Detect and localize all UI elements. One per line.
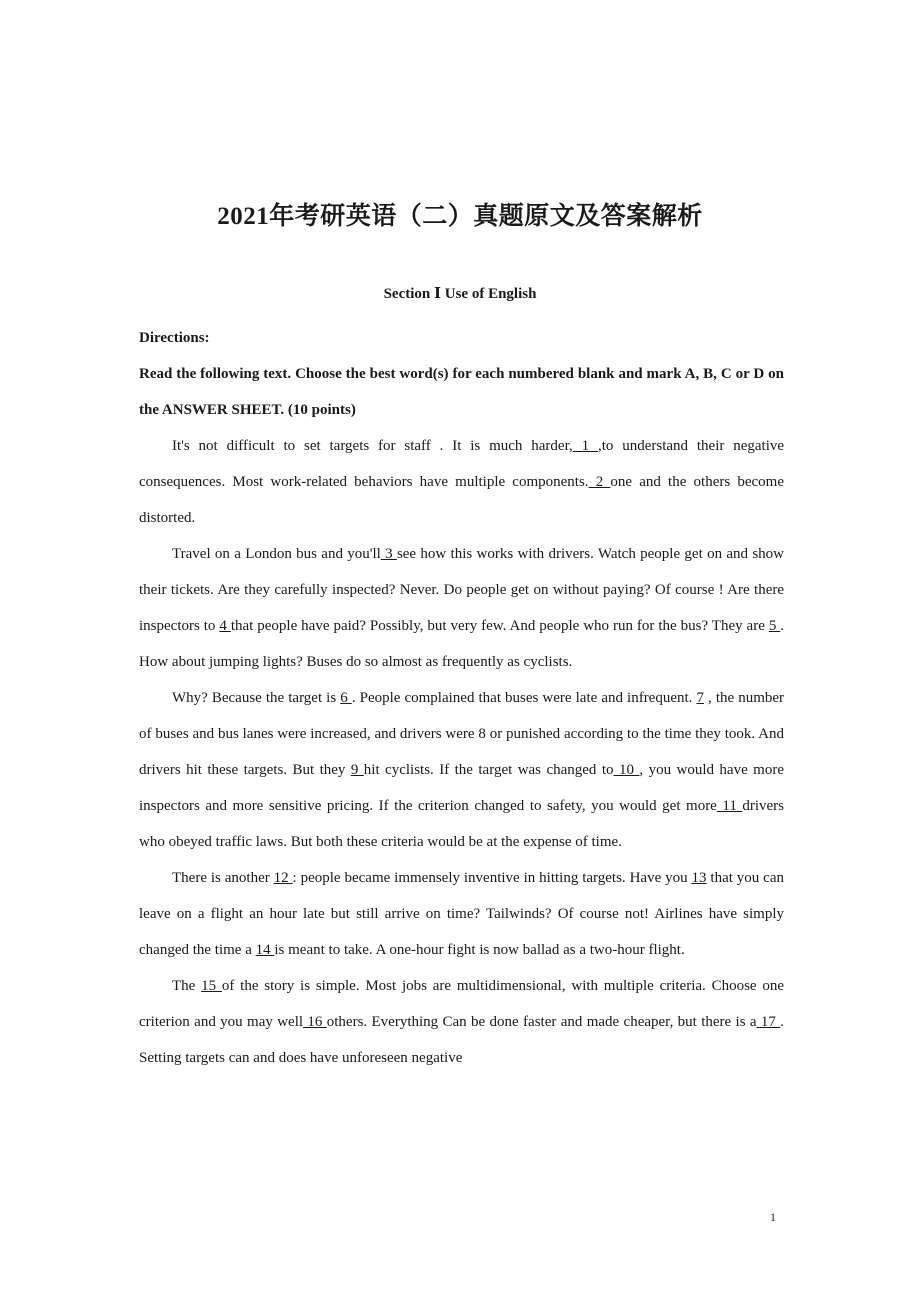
- passage-text: . How about jumping lights? Buses do so almost as frequently as cyclists.: [139, 618, 785, 670]
- answer-blank: 2: [588, 474, 611, 490]
- directions-text: Read the following text. Choose the best word(s) for each numbered blank and mark A, B, C or D on the ANSWER SHEET. (10 points): [139, 366, 784, 418]
- passage-paragraph: [139, 968, 784, 1076]
- answer-blank: 3: [380, 546, 397, 562]
- body-text: [139, 320, 784, 1076]
- passage-text: is meant to take. A one-hour fight is now ballad as a two-hour flight.: [274, 942, 685, 958]
- passage: [139, 428, 784, 1076]
- passage-text: . People complained that buses were late and infrequent.: [351, 690, 697, 706]
- passage-text: Travel on a London bus and you'll: [172, 546, 381, 562]
- passage-text: , you would have more inspectors and more sensitive pricing. If the criterion changed to safety, you would get more: [139, 762, 784, 814]
- passage-text: drivers who obeyed traffic laws. But both these criteria would be at the expense of time.: [139, 798, 785, 850]
- passage-text: that people have paid? Possibly, but very few. And people who run for the bus? They are: [230, 618, 769, 634]
- answer-blank: 9: [350, 762, 364, 778]
- answer-blank: 14: [255, 942, 275, 958]
- answer-blank: 12: [273, 870, 293, 886]
- answer-blank: 5: [768, 618, 781, 634]
- passage-text: There is another: [172, 870, 274, 886]
- passage-paragraph: [139, 428, 784, 536]
- directions-label: Directions:: [139, 330, 210, 346]
- answer-blank: 1: [572, 438, 598, 454]
- passage-text: Why? Because the target is: [172, 690, 341, 706]
- answer-blank: 10: [613, 762, 640, 778]
- answer-blank: 7: [696, 690, 704, 706]
- answer-blank: 17: [756, 1014, 781, 1030]
- section-heading: Section Ⅰ Use of English: [383, 286, 537, 302]
- passage-text: , the number of buses and bus lanes were increased, and drivers were 8 or punished according to the time they took. And drivers hit these targets. But they: [139, 690, 785, 778]
- passage-text: of the story is simple. Most jobs are multidimensional, with multiple criteria. Choose one criterion and you may well: [139, 978, 785, 1030]
- passage-text: others. Everything Can be done faster and made cheaper, but there is a: [326, 1014, 757, 1030]
- answer-blank: 15: [201, 978, 222, 994]
- answer-blank: 16: [303, 1014, 327, 1030]
- passage-text: : people became immensely inventive in hitting targets. Have you: [292, 870, 692, 886]
- passage-text: see how this works with drivers. Watch people get on and show their tickets. Are they carefully inspected? Never. Do people get on without paying? Of course ! Are there inspectors to: [139, 546, 785, 634]
- answer-blank: 4: [219, 618, 231, 634]
- answer-blank: 11: [716, 798, 743, 814]
- passage-text: hit cyclists. If the target was changed to: [363, 762, 614, 778]
- passage-text: The: [172, 978, 202, 994]
- answer-blank: 13: [691, 870, 707, 886]
- passage-text: that you can leave on a flight an hour late but still arrive on time? Tailwinds? Of course not! Airlines have simply changed the time a: [139, 870, 785, 958]
- answer-blank: 6: [340, 690, 352, 706]
- page-number: 1: [770, 1210, 776, 1224]
- passage-text: one and the others become distorted.: [139, 474, 784, 526]
- passage-paragraph: [139, 536, 784, 680]
- passage-text: It's not difficult to set targets for staff . It is much harder,: [172, 438, 573, 454]
- passage-paragraph: [139, 680, 784, 860]
- page-title: 2021年考研英语（二）真题原文及答案解析: [217, 203, 703, 230]
- passage-text: ,to understand their negative consequences. Most work-related behaviors have multiple components.: [139, 438, 785, 490]
- passage-text: . Setting targets can and does have unforeseen negative: [139, 1014, 785, 1066]
- passage-paragraph: [139, 860, 784, 968]
